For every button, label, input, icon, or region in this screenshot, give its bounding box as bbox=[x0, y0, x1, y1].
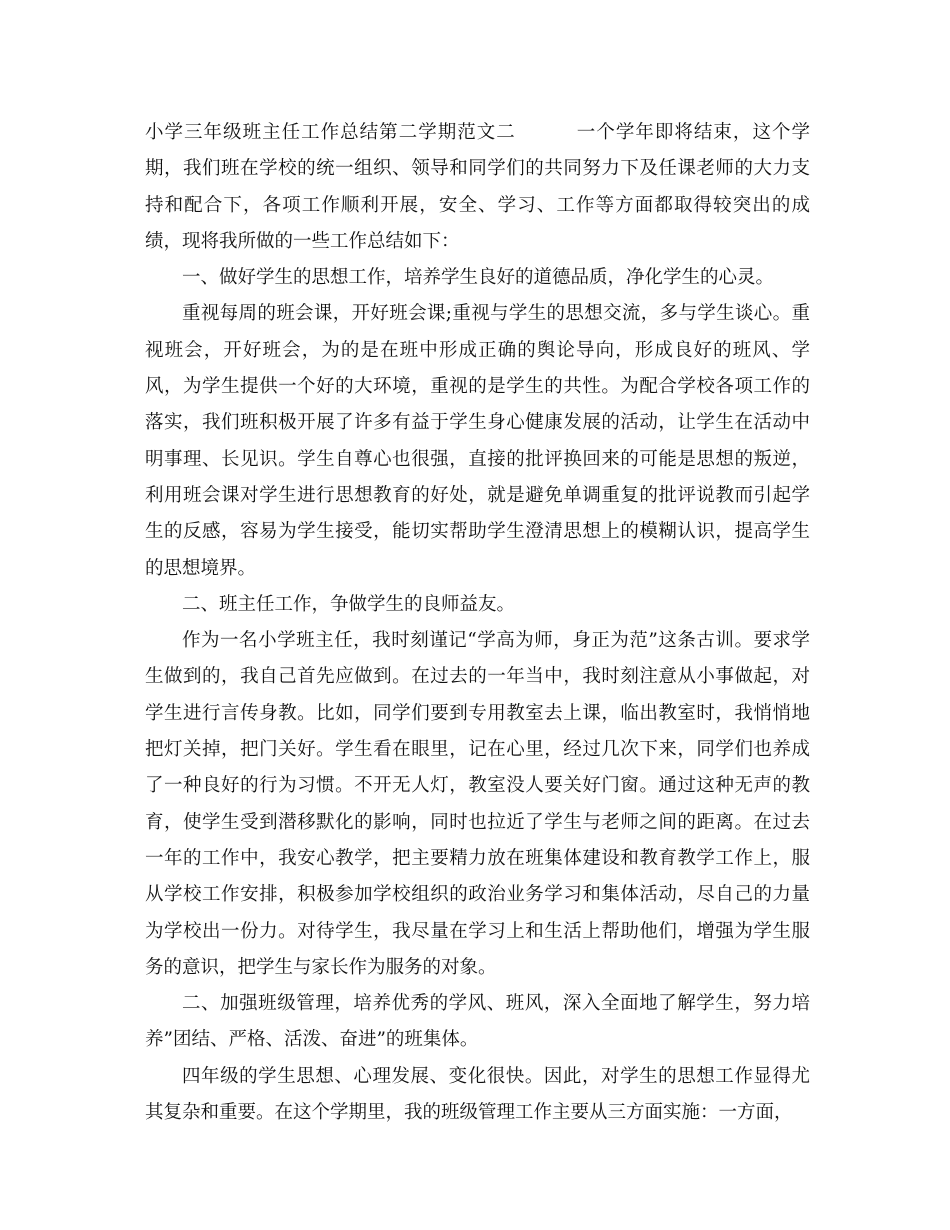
document-body bbox=[145, 115, 810, 1131]
intro-paragraph bbox=[145, 115, 810, 260]
body-paragraph: 重视每周的班会课，开好班会课;重视与学生的思想交流，多与学生谈心。重视班会，开好班会，为的是在班中形成正确的舆论导向，形成良好的班风、学风，为学生提供一个好的大环境，重视的是学生的共性。为配合学校各项工作的落实，我们班积极开展了许多有益于学生身心健康发展的活动，让学生在活动中明事理、长见识。学生自尊心也很强，直接的批评换回来的可能是思想的叛逆，利用班会课对学生进行思想教育的好处，就是避免单调重复的批评说教而引起学生的反感，容易为学生接受，能切实帮助学生澄清思想上的模糊认识，提高学生的思想境界。 bbox=[145, 303, 810, 579]
body-paragraph: 四年级的学生思想、心理发展、变化很快。因此，对学生的思想工作显得尤其复杂和重要。在这个学期里，我的班级管理工作主要从三方面实施：一方面， bbox=[145, 1065, 810, 1124]
section-heading-2: 二、班主任工作，争做学生的良师益友。 bbox=[182, 593, 516, 615]
section-heading-3: 二、加强班级管理，培养优秀的学风、班风，深入全面地了解学生，努力培养”团结、严格、活泼、奋进”的班集体。 bbox=[145, 993, 810, 1051]
paragraph-text: 一个学年即将结束，这个学期，我们班在学校的统一组织、领导和同学们的共同努力下及任课老师的大力支持和配合下，各项工作顺利开展，安全、学习、工作等方面都取得较突出的成绩，现将我所做的一些工作总结如下： bbox=[145, 122, 810, 252]
body-paragraph: 作为一名小学班主任，我时刻谨记“学高为师，身正为范”这条古训。要求学生做到的，我自己首先应做到。在过去的一年当中，我时刻注意从小事做起，对学生进行言传身教。比如，同学们要到专用教室去上课，临出教室时，我悄悄地把灯关掉，把门关好。学生看在眼里，记在心里，经过几次下来，同学们也养成了一种良好的行为习惯。不开无人灯，教室没人要关好门窗。通过这种无声的教育，使学生受到潜移默化的影响，同时也拉近了学生与老师之间的距离。在过去一年的工作中，我安心教学，把主要精力放在班集体建设和教育教学工作上，服从学校工作安排，积极参加学校组织的政治业务学习和集体活动，尽自己的力量为学校出一份力。对待学生，我尽量在学习上和生活上帮助他们，增强为学生服务的意识，把学生与家长作为服务的对象。 bbox=[145, 630, 810, 978]
section-heading-1: 一、做好学生的思想工作，培养学生良好的道德品质，净化学生的心灵。 bbox=[182, 267, 775, 289]
document-title: 小学三年级班主任工作总结第二学期范文二 bbox=[145, 122, 516, 143]
